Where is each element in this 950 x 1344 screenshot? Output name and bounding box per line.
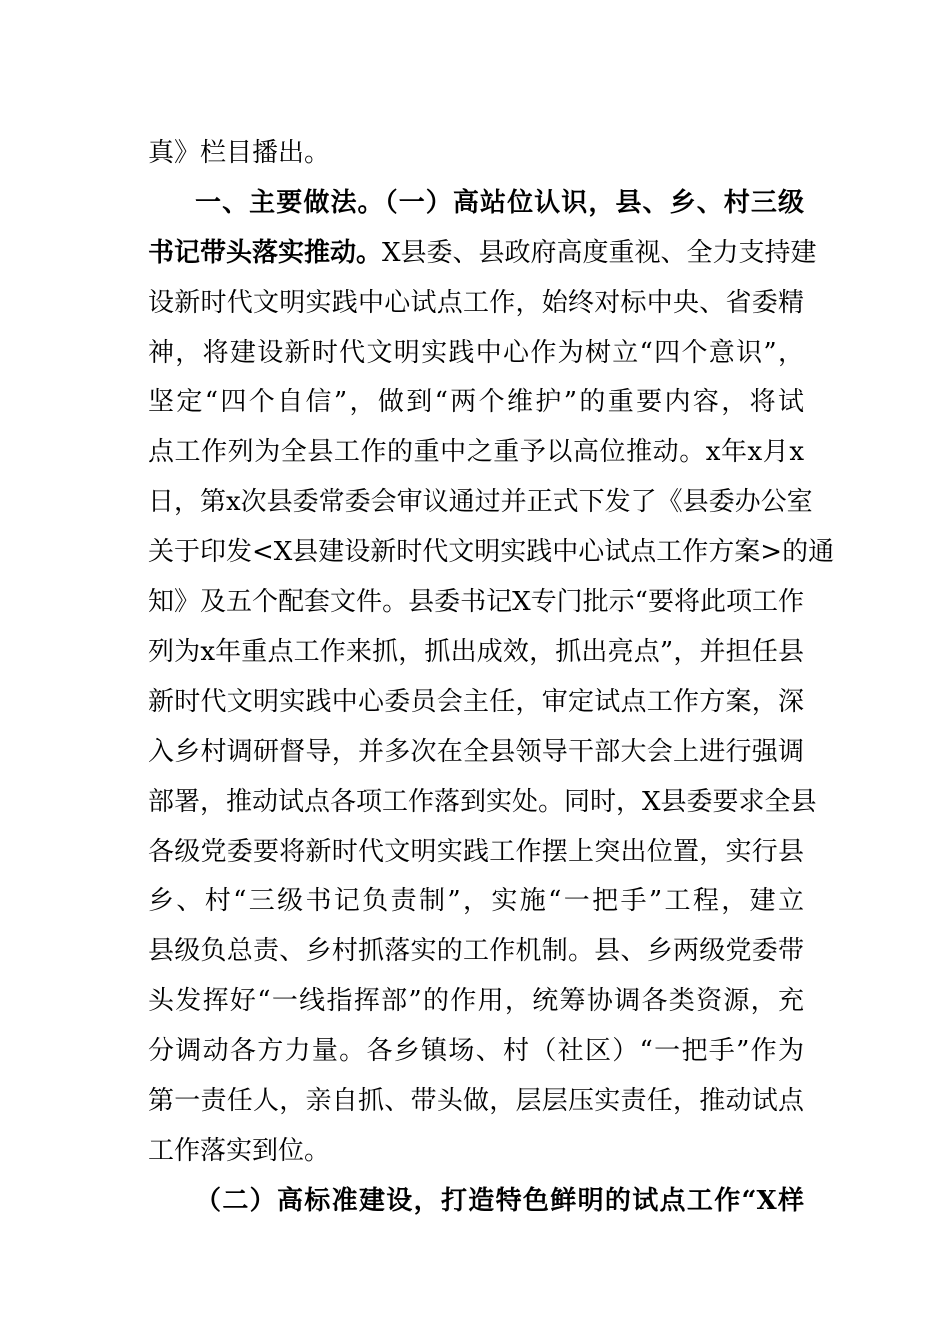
text-line: 乡、村“三级书记负责制”，实施“一把手”工程，建立	[148, 886, 804, 916]
text-line: 工作落实到位。	[148, 1136, 331, 1166]
paragraph-text: X县委、县政府高度重视、全力支持建	[382, 238, 817, 268]
text-line: 分调动各方力量。各乡镇场、村（社区）“一把手”作为	[148, 1036, 804, 1066]
text-line: 设新时代文明实践中心试点工作，始终对标中央、省委精	[148, 288, 804, 318]
text-line: 知》及五个配套文件。县委书记X专门批示“要将此项工作	[148, 587, 804, 617]
text-line	[148, 236, 817, 270]
text-line: 各级党委要将新时代文明实践工作摆上突出位置，实行县	[148, 837, 804, 867]
text-line: 神，将建设新时代文明实践中心作为树立“四个意识”，	[148, 338, 804, 368]
text-line: 部署，推动试点各项工作落到实处。同时，X县委要求全县	[148, 787, 817, 817]
subheading-text: 书记带头落实推动。	[148, 238, 383, 268]
text-line: 头发挥好“一线指挥部”的作用，统筹协调各类资源，充	[148, 986, 804, 1016]
section-heading-line: （二）高标准建设，打造特色鲜明的试点工作“X样	[195, 1186, 804, 1216]
text-line: 关于印发<X县建设新时代文明实践中心试点工作方案>的通	[148, 537, 835, 567]
text-line: 入乡村调研督导，并多次在全县领导干部大会上进行强调	[148, 737, 804, 767]
text-line: 第一责任人，亲自抓、带头做，层层压实责任，推动试点	[148, 1086, 804, 1116]
text-line: 日，第x次县委常委会审议通过并正式下发了《县委办公室	[148, 487, 813, 517]
text-line: 点工作列为全县工作的重中之重予以高位推动。x年x月x	[148, 437, 804, 467]
text-line: 新时代文明实践中心委员会主任，审定试点工作方案，深	[148, 687, 804, 717]
text-line: 列为x年重点工作来抓，抓出成效，抓出亮点”，并担任县	[148, 637, 804, 667]
text-line: 坚定“四个自信”，做到“两个维护”的重要内容，将试	[148, 387, 804, 417]
text-line: 真》栏目播出。	[148, 138, 331, 168]
section-heading-line: 一、主要做法。（一）高站位认识，县、乡、村三级	[195, 188, 804, 218]
text-line: 县级负总责、乡村抓落实的工作机制。县、乡两级党委带	[148, 936, 804, 966]
